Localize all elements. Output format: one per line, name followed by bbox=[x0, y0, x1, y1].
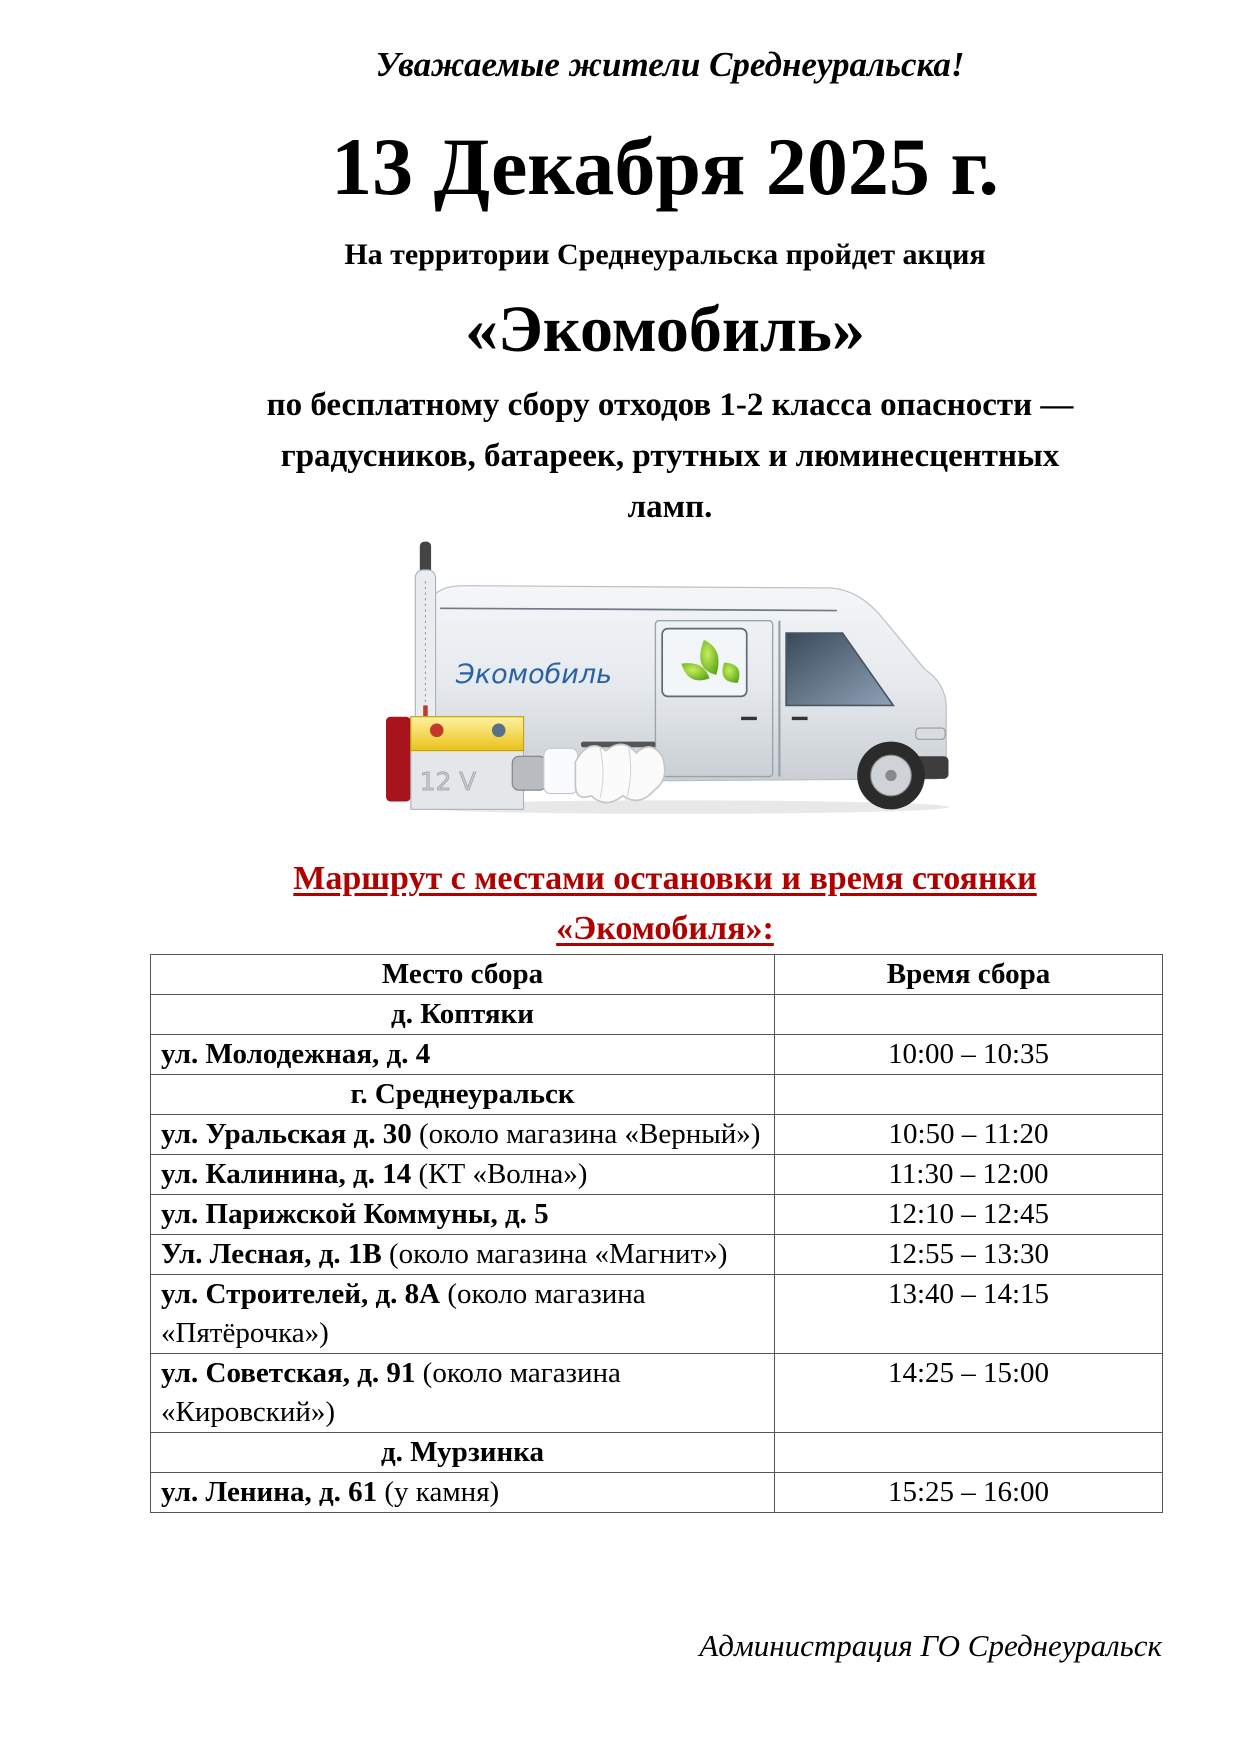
address-note: (около магазина «Кировский») bbox=[161, 1357, 629, 1428]
event-date: 13 Декабря 2025 г. bbox=[331, 121, 999, 212]
collection-time bbox=[775, 995, 1163, 1035]
collection-place bbox=[151, 1035, 775, 1075]
collection-time bbox=[775, 1075, 1163, 1115]
address-note: (около магазина «Магнит») bbox=[381, 1238, 728, 1270]
collection-time: 10:50 – 11:20 bbox=[775, 1115, 1163, 1155]
route-schedule-table bbox=[150, 954, 1163, 1513]
collection-time: 15:25 – 16:00 bbox=[775, 1473, 1163, 1513]
collection-place bbox=[151, 1195, 775, 1235]
action-name: «Экомобиль» bbox=[465, 293, 865, 366]
table-row bbox=[151, 1235, 1163, 1275]
address: ул. Молодежная, д. 4 bbox=[161, 1038, 431, 1070]
table-row bbox=[151, 1473, 1163, 1513]
address: Ул. Лесная, д. 1В bbox=[161, 1238, 382, 1270]
settlement-name: д. Мурзинка bbox=[151, 1433, 775, 1473]
route-title bbox=[100, 854, 1230, 954]
address: ул. Советская, д. 91 bbox=[161, 1357, 416, 1389]
collection-time: 11:30 – 12:00 bbox=[775, 1155, 1163, 1195]
address-note: (около магазина «Пятёрочка») bbox=[161, 1278, 653, 1349]
address: ул. Уральская д. 30 bbox=[161, 1118, 412, 1150]
collection-place bbox=[151, 1275, 775, 1354]
collection-time: 12:55 – 13:30 bbox=[775, 1235, 1163, 1275]
header-time: Время сбора bbox=[775, 955, 1163, 995]
purpose-text bbox=[200, 380, 1140, 533]
address-note: (КТ «Волна») bbox=[411, 1158, 588, 1190]
table-row-group bbox=[151, 1075, 1163, 1115]
collection-time bbox=[775, 1433, 1163, 1473]
battery-label: 12 V bbox=[419, 767, 477, 797]
table-row bbox=[151, 1195, 1163, 1235]
collection-place bbox=[151, 1235, 775, 1275]
collection-place bbox=[151, 1473, 775, 1513]
purpose-line-3: ламп. bbox=[627, 489, 713, 525]
table-header-row bbox=[151, 955, 1163, 995]
address: ул. Калинина, д. 14 bbox=[161, 1158, 412, 1190]
route-title-line-2: «Экомобиля»: bbox=[556, 910, 774, 947]
intro-text: На территории Среднеуральска пройдет акция bbox=[344, 238, 986, 271]
collection-time: 10:00 – 10:35 bbox=[775, 1035, 1163, 1075]
table-row bbox=[151, 1035, 1163, 1075]
address: ул. Строителей, д. 8А bbox=[161, 1278, 441, 1310]
settlement-name: д. Коптяки bbox=[151, 995, 775, 1035]
van-label: Экомобиль bbox=[455, 658, 613, 690]
collection-time: 14:25 – 15:00 bbox=[775, 1354, 1163, 1433]
address-note: (около магазина «Верный») bbox=[411, 1118, 761, 1150]
signature: Администрация ГО Среднеуральск bbox=[699, 1628, 1162, 1663]
address-note: (у камня) bbox=[377, 1476, 500, 1508]
collection-place bbox=[151, 1115, 775, 1155]
route-title-line-1: Маршрут с местами остановки и время стоянки bbox=[293, 860, 1037, 897]
collection-place bbox=[151, 1155, 775, 1195]
thermometer-icon bbox=[415, 542, 435, 728]
header-place: Место сбора bbox=[151, 955, 775, 995]
purpose-line-2: градусников, батареек, ртутных и люминесцентных bbox=[280, 438, 1060, 474]
collection-time: 13:40 – 14:15 bbox=[775, 1275, 1163, 1354]
table-row-group bbox=[151, 1433, 1163, 1473]
canister-icon bbox=[386, 717, 411, 802]
address: ул. Парижской Коммуны, д. 5 bbox=[161, 1198, 549, 1230]
table-body bbox=[151, 995, 1163, 1513]
greeting: Уважаемые жители Среднеуральска! bbox=[375, 45, 965, 84]
settlement-name: г. Среднеуральск bbox=[151, 1075, 775, 1115]
battery-icon bbox=[411, 717, 524, 810]
collection-time: 12:10 – 12:45 bbox=[775, 1195, 1163, 1235]
purpose-line-1: по бесплатному сбору отходов 1-2 класса опасности — bbox=[266, 387, 1074, 423]
table-row bbox=[151, 1275, 1163, 1354]
address: ул. Ленина, д. 61 bbox=[161, 1476, 378, 1508]
ecomobile-van-illustration bbox=[386, 536, 953, 815]
table-row bbox=[151, 1115, 1163, 1155]
table-row-group bbox=[151, 995, 1163, 1035]
table-row bbox=[151, 1354, 1163, 1433]
van-wheel bbox=[857, 742, 925, 810]
collection-place bbox=[151, 1354, 775, 1433]
table-row bbox=[151, 1155, 1163, 1195]
